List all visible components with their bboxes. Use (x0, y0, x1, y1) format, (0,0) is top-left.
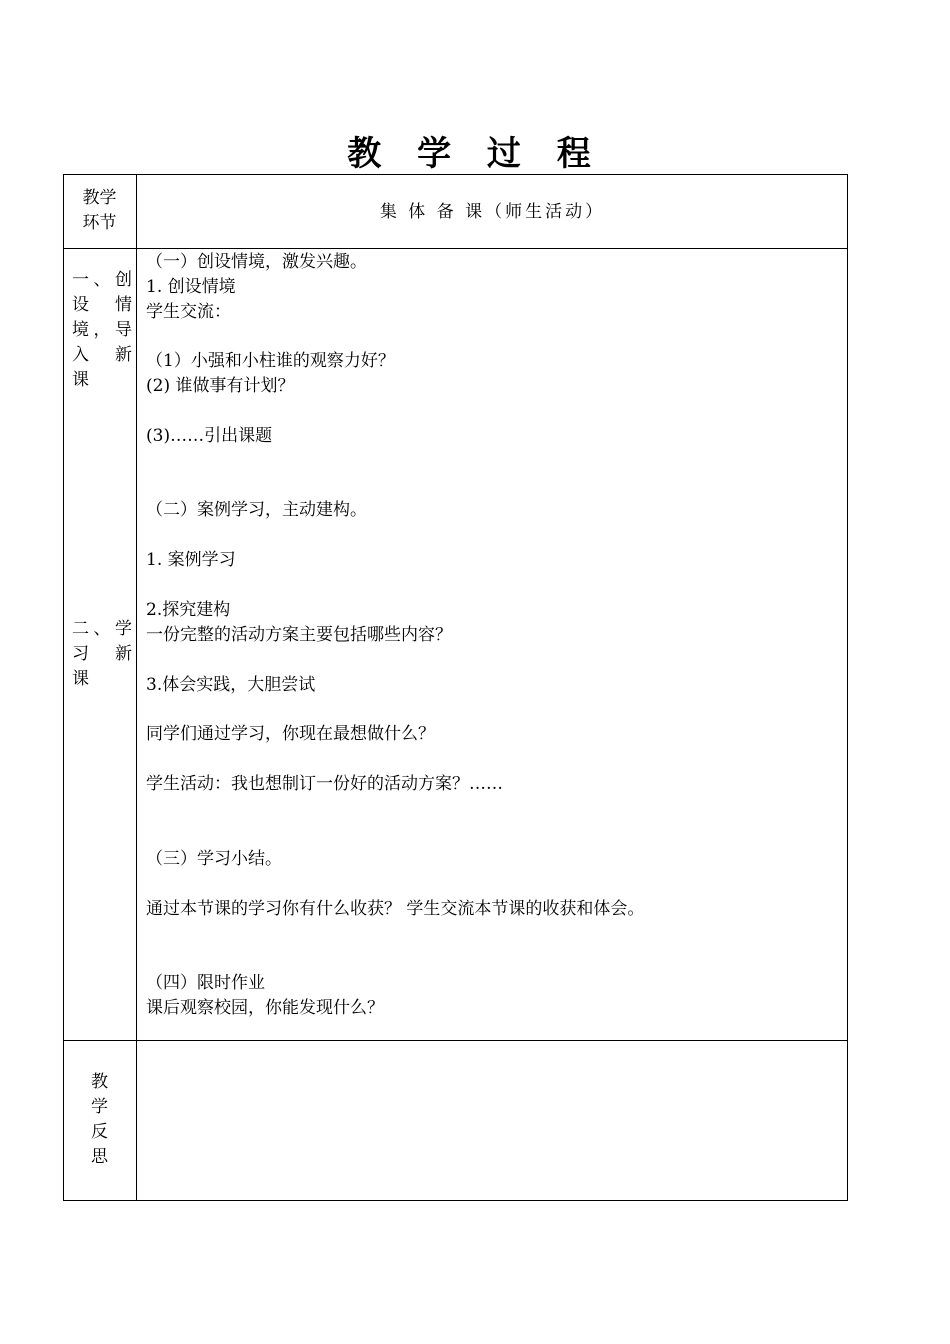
reflection-char: 反 (91, 1122, 108, 1142)
content-line: 1. 创设情境 (146, 277, 236, 297)
page-title: 教 学 过 程 (347, 134, 603, 174)
reflection-char: 学 (91, 1097, 108, 1117)
content-line: (3)……引出课题 (146, 426, 273, 446)
content-line: （二）案例学习，主动建构。 (146, 500, 367, 520)
header-divider (63, 248, 848, 249)
content-line: （1）小强和小柱谁的观察力好？ (146, 351, 395, 371)
reflection-char: 思 (91, 1147, 108, 1167)
section-label-line: 课 (72, 669, 89, 689)
content-line: 学生活动：我也想制订一份好的活动方案？…… (146, 774, 503, 794)
content-line: (2) 谁做事有计划？ (146, 376, 295, 396)
content-line: （一）创设情境，激发兴趣。 (146, 252, 367, 272)
content-line: 1. 案例学习 (146, 550, 236, 570)
reflection-content-cell[interactable] (137, 1041, 847, 1200)
reflection-label (63, 1070, 136, 1170)
content-line: 一份完整的活动方案主要包括哪些内容？ (146, 625, 452, 645)
section-label-line: 习 新 (72, 644, 132, 664)
content-line: 通过本节课的学习你有什么收获？ 学生交流本节课的收获和体会。 (146, 899, 645, 919)
content-line: （四）限时作业 (146, 973, 265, 993)
section-label-line: 课 (72, 370, 89, 390)
section-label-line: 设 情 (72, 295, 132, 315)
header-activity-cell: 集 体 备 课（师生活动） (379, 202, 606, 222)
content-line: 课后观察校园，你能发现什么？ (146, 998, 384, 1018)
section-label-line: 境，导 (72, 320, 132, 340)
content-line: （三）学习小结。 (146, 849, 282, 869)
reflection-char: 教 (91, 1072, 108, 1092)
content-line: 同学们通过学习，你现在最想做什么？ (146, 724, 435, 744)
section-label-intro (72, 268, 132, 393)
content-line: 2.探究建构 (146, 600, 231, 620)
section-label-line: 入 新 (72, 345, 132, 365)
header-stage-line2: 环节 (82, 213, 117, 233)
section-label-line: 一、创 (72, 270, 132, 290)
header-stage-cell (63, 186, 136, 236)
content-line: 3.体会实践，大胆尝试 (146, 675, 316, 695)
section-label-line: 二、学 (72, 619, 132, 639)
section-label-new-lesson (72, 617, 132, 692)
header-stage-line1: 教学 (82, 188, 117, 208)
content-line: 学生交流： (146, 302, 231, 322)
